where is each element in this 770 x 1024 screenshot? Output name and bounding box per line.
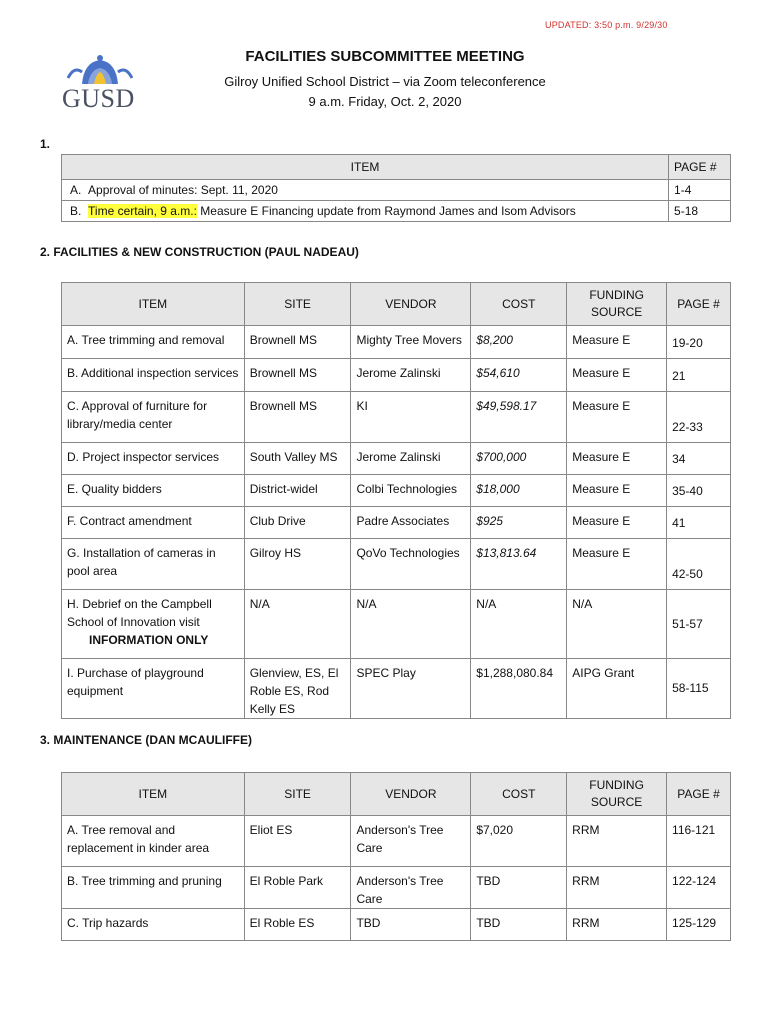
- header-site: SITE: [244, 773, 351, 816]
- item-cell: [62, 590, 245, 659]
- page-cell: 125-129: [667, 909, 731, 941]
- header-item: ITEM: [62, 155, 669, 180]
- site-cell: Glenview, ES, El Roble ES, Rod Kelly ES: [244, 659, 351, 719]
- table-row: [62, 909, 731, 941]
- page-cell: 21: [667, 359, 731, 392]
- page-cell: 35-40: [667, 475, 731, 507]
- row-page: 1-4: [669, 180, 731, 201]
- item-cell: C. Trip hazards: [62, 909, 245, 941]
- vendor-cell: Anderson's Tree Care: [351, 816, 471, 867]
- cost-cell: $49,598.17: [471, 392, 567, 443]
- item-cell: E. Quality bidders: [62, 475, 245, 507]
- header-page: PAGE #: [669, 155, 731, 180]
- item-text: H. Debrief on the Campbell School of Innovation visit: [67, 597, 212, 629]
- site-cell: Brownell MS: [244, 392, 351, 443]
- vendor-cell: KI: [351, 392, 471, 443]
- page-cell: 19-20: [667, 326, 731, 359]
- header-cost: COST: [471, 773, 567, 816]
- vendor-cell: Jerome Zalinski: [351, 443, 471, 475]
- funding-cell: N/A: [567, 590, 667, 659]
- cost-cell: $1,288,080.84: [471, 659, 567, 719]
- cost-cell: $925: [471, 507, 567, 539]
- header-page: PAGE #: [667, 773, 731, 816]
- cost-cell: $700,000: [471, 443, 567, 475]
- site-cell: N/A: [244, 590, 351, 659]
- table-row: [62, 326, 731, 359]
- funding-cell: Measure E: [567, 443, 667, 475]
- funding-cell: Measure E: [567, 507, 667, 539]
- table-row: [62, 443, 731, 475]
- header-funding: FUNDING SOURCE: [567, 283, 667, 326]
- vendor-cell: TBD: [351, 909, 471, 941]
- section-3-table: [61, 772, 731, 941]
- item-cell: A. Tree trimming and removal: [62, 326, 245, 359]
- funding-cell: Measure E: [567, 359, 667, 392]
- table-row: [62, 359, 731, 392]
- item-cell: C. Approval of furniture for library/media center: [62, 392, 245, 443]
- header-vendor: VENDOR: [351, 773, 471, 816]
- cost-cell: N/A: [471, 590, 567, 659]
- updated-note: UPDATED: 3:50 p.m. 9/29/30: [545, 20, 668, 30]
- table-row: [62, 201, 731, 222]
- page-cell: 41: [667, 507, 731, 539]
- cost-cell: $54,610: [471, 359, 567, 392]
- table-row: [62, 867, 731, 909]
- vendor-cell: Colbi Technologies: [351, 475, 471, 507]
- site-cell: El Roble Park: [244, 867, 351, 909]
- information-only-label: INFORMATION ONLY: [89, 633, 209, 647]
- header-item: ITEM: [62, 773, 245, 816]
- table-row: [62, 659, 731, 719]
- site-cell: El Roble ES: [244, 909, 351, 941]
- site-cell: Gilroy HS: [244, 539, 351, 590]
- table-row: [62, 180, 731, 201]
- vendor-cell: N/A: [351, 590, 471, 659]
- table-row: [62, 475, 731, 507]
- site-cell: District-widel: [244, 475, 351, 507]
- row-prefix: A.: [70, 183, 82, 197]
- item-cell: B. Additional inspection services: [62, 359, 245, 392]
- cost-cell: TBD: [471, 867, 567, 909]
- row-text: Approval of minutes: Sept. 11, 2020: [88, 183, 278, 197]
- header-page: PAGE #: [667, 283, 731, 326]
- item-cell: G. Installation of cameras in pool area: [62, 539, 245, 590]
- table-row: [62, 539, 731, 590]
- section-2-title: 2. FACILITIES & NEW CONSTRUCTION (PAUL NADEAU): [40, 245, 359, 259]
- funding-cell: Measure E: [567, 475, 667, 507]
- header-vendor: VENDOR: [351, 283, 471, 326]
- funding-cell: RRM: [567, 909, 667, 941]
- row-prefix: B.: [70, 204, 82, 218]
- item-cell: B. Tree trimming and pruning: [62, 867, 245, 909]
- meeting-subtitle: Gilroy Unified School District – via Zoom teleconference: [224, 74, 546, 89]
- funding-cell: Measure E: [567, 539, 667, 590]
- table-row: [62, 590, 731, 659]
- item-cell: A. Tree removal and replacement in kinder area: [62, 816, 245, 867]
- page-cell: 58-115: [667, 659, 731, 719]
- cost-cell: $13,813.64: [471, 539, 567, 590]
- item-cell: D. Project inspector services: [62, 443, 245, 475]
- section-1-number: 1.: [40, 137, 51, 151]
- page-cell: 51-57: [667, 590, 731, 659]
- page-cell: 116-121: [667, 816, 731, 867]
- funding-cell: RRM: [567, 867, 667, 909]
- vendor-cell: SPEC Play: [351, 659, 471, 719]
- section-1-table: [61, 154, 731, 222]
- funding-cell: AIPG Grant: [567, 659, 667, 719]
- vendor-cell: Anderson's Tree Care: [351, 867, 471, 909]
- page-cell: 42-50: [667, 539, 731, 590]
- site-cell: South Valley MS: [244, 443, 351, 475]
- page-cell: 34: [667, 443, 731, 475]
- vendor-cell: QoVo Technologies: [351, 539, 471, 590]
- header-cost: COST: [471, 283, 567, 326]
- header-funding: FUNDING SOURCE: [567, 773, 667, 816]
- meeting-title: FACILITIES SUBCOMMITTEE MEETING: [245, 48, 525, 65]
- cost-cell: $18,000: [471, 475, 567, 507]
- row-text: Measure E Financing update from Raymond James and Isom Advisors: [196, 204, 576, 218]
- row-page: 5-18: [669, 201, 731, 222]
- site-cell: Club Drive: [244, 507, 351, 539]
- vendor-cell: Mighty Tree Movers: [351, 326, 471, 359]
- table-row: [62, 392, 731, 443]
- page-cell: 22-33: [667, 392, 731, 443]
- site-cell: Brownell MS: [244, 359, 351, 392]
- funding-cell: RRM: [567, 816, 667, 867]
- funding-cell: Measure E: [567, 326, 667, 359]
- vendor-cell: Padre Associates: [351, 507, 471, 539]
- section-2-table: [61, 282, 731, 719]
- table-row: [62, 507, 731, 539]
- cost-cell: $7,020: [471, 816, 567, 867]
- cost-cell: TBD: [471, 909, 567, 941]
- header-site: SITE: [244, 283, 351, 326]
- page-cell: 122-124: [667, 867, 731, 909]
- section-3-title: 3. MAINTENANCE (DAN MCAULIFFE): [40, 733, 252, 747]
- document-header: [175, 48, 595, 114]
- item-cell: F. Contract amendment: [62, 507, 245, 539]
- item-cell: I. Purchase of playground equipment: [62, 659, 245, 719]
- table-row: [62, 816, 731, 867]
- site-cell: Eliot ES: [244, 816, 351, 867]
- highlighted-text: Time certain, 9 a.m.:: [88, 204, 197, 218]
- cost-cell: $8,200: [471, 326, 567, 359]
- header-item: ITEM: [62, 283, 245, 326]
- site-cell: Brownell MS: [244, 326, 351, 359]
- funding-cell: Measure E: [567, 392, 667, 443]
- vendor-cell: Jerome Zalinski: [351, 359, 471, 392]
- meeting-datetime: 9 a.m. Friday, Oct. 2, 2020: [308, 94, 462, 109]
- logo-text: GUSD: [62, 84, 135, 113]
